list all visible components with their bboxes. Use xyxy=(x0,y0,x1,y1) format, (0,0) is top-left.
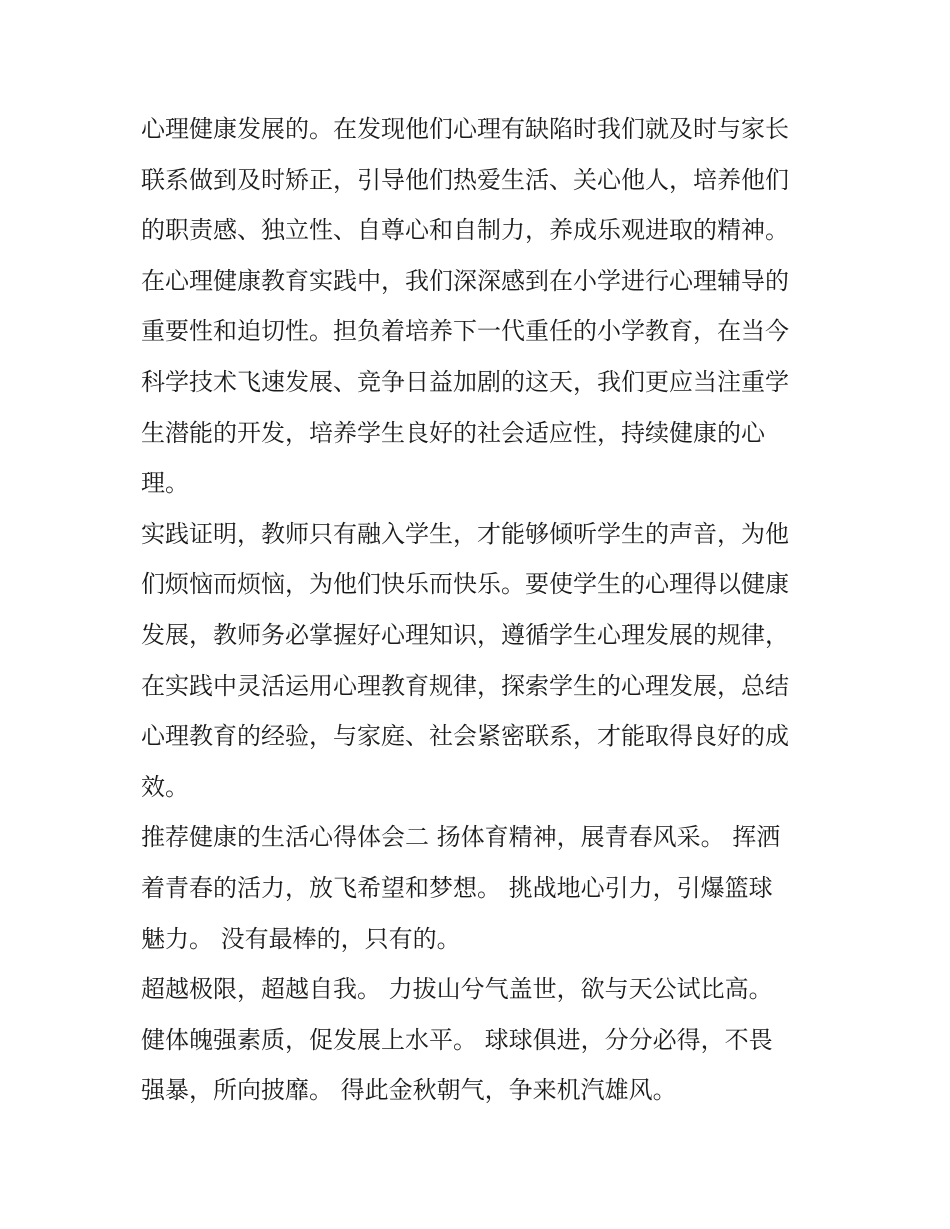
text-line: 联系做到及时矫正，引导他们热爱生活、关心他人，培养他们 xyxy=(141,165,789,194)
text-line: 发展，教师务必掌握好心理知识，遵循学生心理发展的规律， xyxy=(141,620,789,649)
document-body xyxy=(141,104,821,1116)
text-line: 效。 xyxy=(141,772,189,801)
text-line: 推荐健康的生活心得体会二 扬体育精神，展青春风采。 挥洒 xyxy=(141,823,781,852)
text-line: 心理教育的经验，与家庭、社会紧密联系，才能取得良好的成 xyxy=(141,722,789,751)
text-line: 超越极限，超越自我。 力拔山兮气盖世，欲与天公试比高。 xyxy=(141,975,773,1004)
text-line: 健体魄强素质，促发展上水平。 球球俱进，分分必得，不畏 xyxy=(141,1025,773,1054)
text-line: 强暴，所向披靡。 得此金秋朝气，争来机汽雄风。 xyxy=(141,1076,677,1105)
text-line: 在实践中灵活运用心理教育规律，探索学生的心理发展，总结 xyxy=(141,671,789,700)
text-line: 科学技术飞速发展、竞争日益加剧的这天，我们更应当注重学 xyxy=(141,367,789,396)
text-line: 着青春的活力，放飞希望和梦想。 挑战地心引力，引爆篮球 xyxy=(141,873,773,902)
text-line: 心理健康发展的。在发现他们心理有缺陷时我们就及时与家长 xyxy=(141,115,789,143)
text-line: 生潜能的开发，培养学生良好的社会适应性，持续健康的心 xyxy=(141,418,765,447)
text-line: 在心理健康教育实践中，我们深深感到在小学进行心理辅导的 xyxy=(141,266,789,295)
text-line: 的职责感、独立性、自尊心和自制力，养成乐观进取的精神。 xyxy=(141,216,789,245)
text-line: 重要性和迫切性。担负着培养下一代重任的小学教育，在当今 xyxy=(141,317,789,346)
text-line: 理。 xyxy=(141,469,189,498)
text-line: 们烦恼而烦恼，为他们快乐而快乐。要使学生的心理得以健康 xyxy=(141,570,789,599)
text-line: 实践证明，教师只有融入学生，才能够倾听学生的声音，为他 xyxy=(141,519,789,548)
text-line: 魅力。 没有最棒的，只有的。 xyxy=(141,924,461,953)
